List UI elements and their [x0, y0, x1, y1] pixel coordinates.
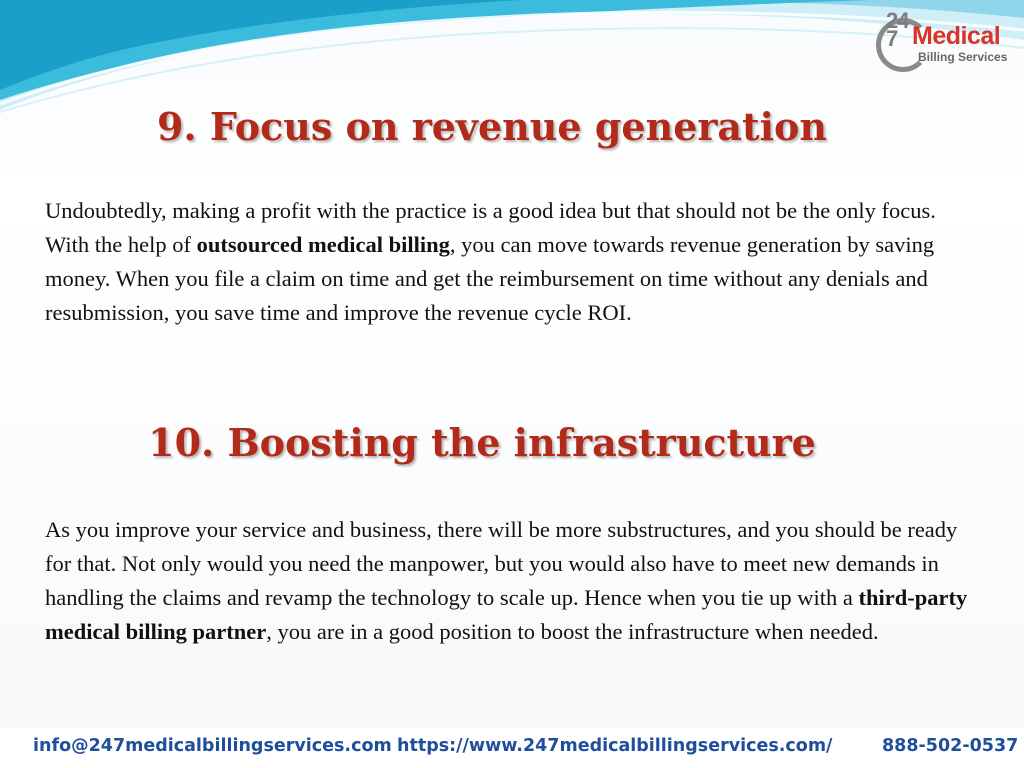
paragraph-text: Undoubtedly, making a profit with the practice is a good idea but that should not be the only focus. With the help of: [45, 198, 936, 257]
footer-phone[interactable]: 888-502-0537: [882, 736, 1019, 756]
logo-brand: Medical: [912, 22, 1001, 50]
paragraph-text: As you improve your service and business, there will be more substructures, and you should be ready for that. Not only would you need the manpower, but you would also have to meet new demands in handling the claims and revamp the technology to scale up. Hence when you tie up with a: [45, 517, 958, 610]
company-logo: [870, 8, 1020, 78]
logo-number: 24 7: [886, 8, 909, 51]
paragraph-text: , you are in a good position to boost the infrastructure when needed.: [266, 619, 879, 644]
section-heading-infrastructure: 10. Boosting the infrastructure: [148, 420, 816, 465]
footer-website-link[interactable]: https://www.247medicalbillingservices.com/: [397, 736, 833, 756]
section-paragraph-revenue: [45, 194, 975, 330]
section-paragraph-infrastructure: [45, 513, 975, 649]
section-heading-revenue: 9. Focus on revenue generation: [156, 104, 827, 149]
logo-subtitle: Billing Services: [918, 50, 1008, 64]
footer-bar: [0, 728, 1024, 768]
paragraph-bold-text: third-party medical billing partner: [45, 585, 968, 644]
paragraph-bold-text: outsourced medical billing: [196, 232, 450, 257]
footer-email-link[interactable]: info@247medicalbillingservices.com: [33, 736, 392, 756]
paragraph-text: , you can move towards revenue generation by saving money. When you file a claim on time and get the reimbursement on time without any denials and resubmission, you save time and improve the revenue cycle ROI.: [45, 232, 935, 325]
